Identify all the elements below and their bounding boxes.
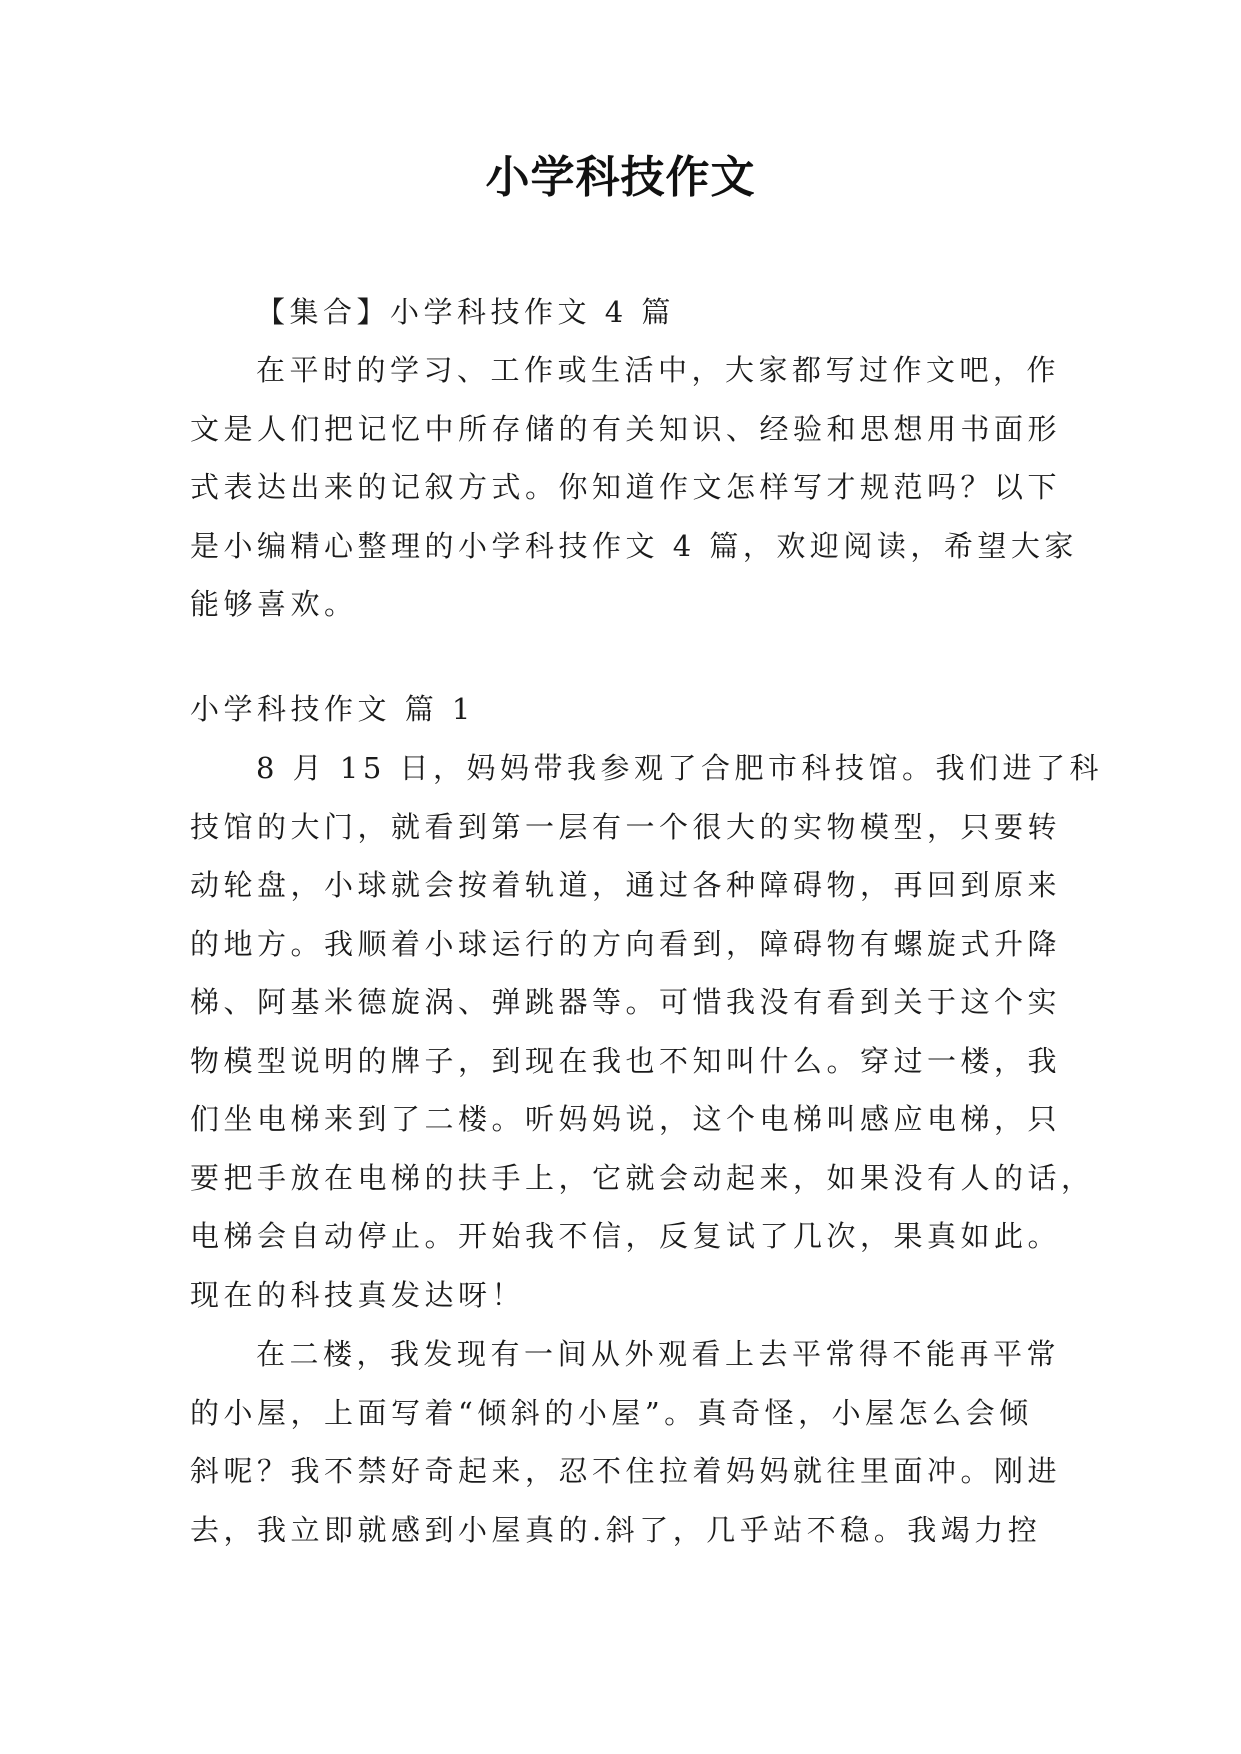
paragraph-line: 现在的科技真发达呀！ bbox=[190, 1277, 526, 1312]
intro-line: 是小编精心整理的小学科技作文 4 篇，欢迎阅读，希望大家 bbox=[190, 528, 1078, 563]
intro-line: 能够喜欢。 bbox=[190, 587, 358, 621]
intro-line: 在平时的学习、工作或生活中，大家都写过作文吧，作 bbox=[256, 353, 1061, 387]
intro-heading: 【集合】小学科技作文 4 篇 bbox=[256, 295, 675, 329]
paragraph-line: 在二楼，我发现有一间从外观看上去平常得不能再平常 bbox=[256, 1337, 1061, 1371]
paragraph-line: 8 月 15 日，妈妈带我参观了合肥市科技馆。我们进了科 bbox=[256, 751, 1104, 785]
paragraph-line: 动轮盘，小球就会按着轨道，通过各种障碍物，再回到原来 bbox=[190, 868, 1062, 902]
intro-paragraph bbox=[190, 341, 1078, 634]
section-heading: 小学科技作文 篇 1 bbox=[190, 692, 475, 726]
essay-paragraph-1 bbox=[190, 739, 1104, 1324]
paragraph-line: 斜呢？我不禁好奇起来，忍不住拉着妈妈就往里面冲。刚进 bbox=[190, 1454, 1062, 1488]
paragraph-line: 电梯会自动停止。开始我不信，反复试了几次，果真如此。 bbox=[190, 1219, 1062, 1253]
paragraph-line: 技馆的大门，就看到第一层有一个很大的实物模型，只要转 bbox=[190, 809, 1062, 844]
paragraph-line: 梯、阿基米德旋涡、弹跳器等。可惜我没有看到关于这个实 bbox=[190, 985, 1062, 1019]
paragraph-line: 的小屋，上面写着“倾斜的小屋”。真奇怪，小屋怎么会倾 bbox=[190, 1395, 1033, 1430]
intro-line: 文是人们把记忆中所存储的有关知识、经验和思想用书面形 bbox=[190, 411, 1062, 446]
paragraph-line: 们坐电梯来到了二楼。听妈妈说，这个电梯叫感应电梯，只 bbox=[190, 1102, 1062, 1136]
paragraph-line: 去，我立即就感到小屋真的.斜了，几乎站不稳。我竭力控 bbox=[190, 1512, 1042, 1547]
paragraph-line: 要把手放在电梯的扶手上，它就会动起来，如果没有人的话， bbox=[190, 1160, 1095, 1195]
intro-line: 式表达出来的记叙方式。你知道作文怎样写才规范吗？以下 bbox=[190, 470, 1062, 504]
essay-paragraph-2 bbox=[190, 1325, 1070, 1559]
paragraph-line: 的地方。我顺着小球运行的方向看到，障碍物有螺旋式升降 bbox=[190, 926, 1062, 961]
paragraph-line: 物模型说明的牌子，到现在我也不知叫什么。穿过一楼，我 bbox=[190, 1043, 1062, 1078]
document-title: 小学科技作文 bbox=[485, 152, 756, 203]
